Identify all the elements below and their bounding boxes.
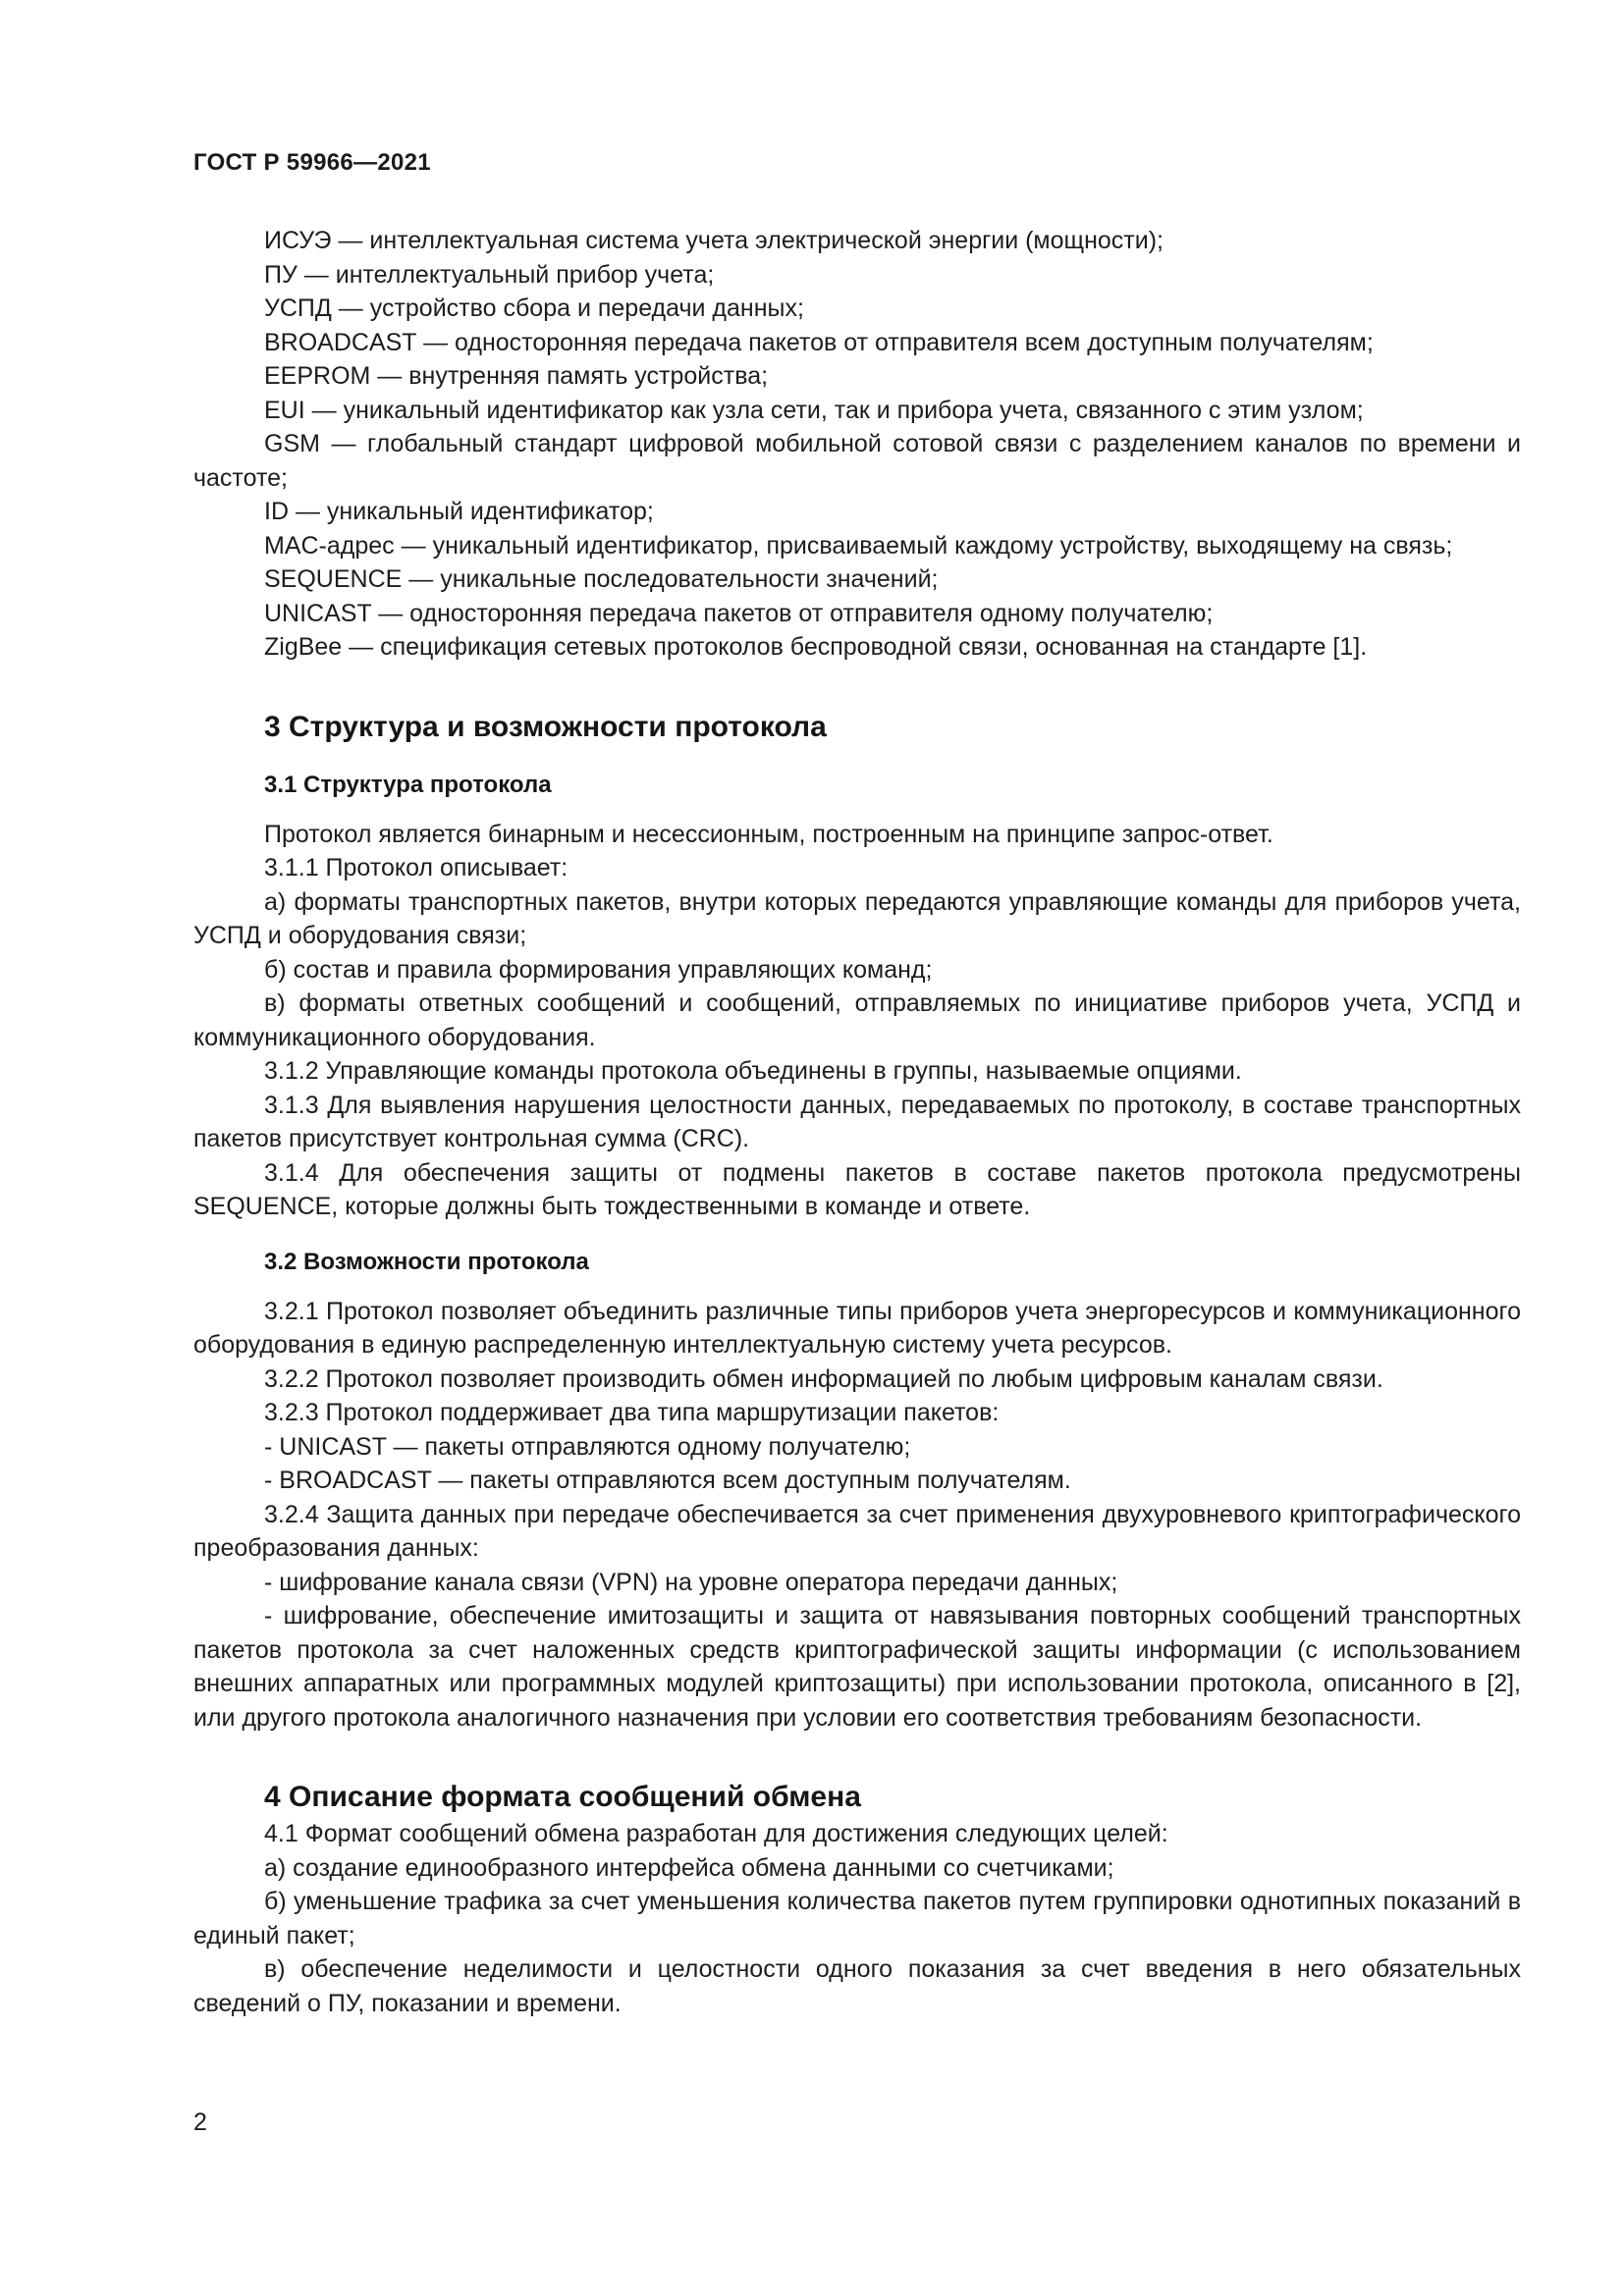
paragraph: 3.1.2 Управляющие команды протокола объединены в группы, называемые опциями.	[264, 1057, 1242, 1085]
page-number: 2	[193, 2109, 207, 2136]
paragraph: в) обеспечение неделимости и целостности одного показания за счет введения в него обязательных сведений о ПУ, показании и времени.	[193, 1955, 1521, 2017]
document-code-header: ГОСТ Р 59966—2021	[193, 149, 431, 176]
abbreviation-item: BROADCAST — односторонняя передача пакетов от отправителя всем доступным получателям;	[264, 328, 1374, 356]
paragraph: б) состав и правила формирования управляющих команд;	[264, 955, 933, 984]
paragraph: - UNICAST — пакеты отправляются одному получателю;	[264, 1432, 911, 1461]
paragraph: а) создание единообразного интерфейса обмена данными со счетчиками;	[264, 1853, 1114, 1882]
paragraph: 3.1.1 Протокол описывает:	[264, 854, 568, 881]
abbreviation-item: ZigBee — спецификация сетевых протоколов беспроводной связи, основанная на стандарте [1].	[264, 633, 1368, 661]
paragraph: 3.2.4 Защита данных при передаче обеспечивается за счет применения двухуровневого криптографического преобразования данных:	[193, 1500, 1521, 1562]
section-3-heading: 3 Структура и возможности протокола	[264, 710, 827, 743]
paragraph: Протокол является бинарным и несессионным, построенным на принципе запрос-ответ.	[264, 820, 1273, 848]
paragraph: а) форматы транспортных пакетов, внутри которых передаются управляющие команды для приборов учета, УСПД и оборудования связи;	[193, 887, 1521, 949]
abbreviation-item: EUI — уникальный идентификатор как узла сети, так и прибора учета, связанного с этим узлом;	[264, 396, 1364, 424]
paragraph: 3.1.4 Для обеспечения защиты от подмены пакетов в составе пакетов протокола предусмотрены SEQUENCE, которые должны быть тождественными в команде и ответе.	[193, 1158, 1521, 1220]
subsection-3-2-heading: 3.2 Возможности протокола	[264, 1248, 589, 1275]
subsection-3-1-body	[193, 818, 1521, 1224]
abbreviation-item: GSM — глобальный стандарт цифровой мобильной сотовой связи с разделением каналов по времени и частоте;	[193, 430, 1521, 492]
subsection-3-2-body	[193, 1295, 1521, 1735]
page-content	[193, 224, 1521, 2020]
abbreviation-item: SEQUENCE — уникальные последовательности значений;	[264, 565, 939, 593]
abbreviation-item: ID — уникальный идентификатор;	[264, 498, 654, 525]
paragraph: 3.2.1 Протокол позволяет объединить различные типы приборов учета энергоресурсов и коммуникационного оборудования в единую распределенную интеллектуальную систему учета ресурсов.	[193, 1297, 1521, 1359]
paragraph: 3.2.2 Протокол позволяет производить обмен информацией по любым цифровым каналам связи.	[264, 1364, 1383, 1393]
subsection-3-1-heading: 3.1 Структура протокола	[264, 771, 552, 798]
paragraph: - BROADCAST — пакеты отправляются всем доступным получателям.	[264, 1467, 1071, 1494]
abbreviation-item: ИСУЭ — интеллектуальная система учета электрической энергии (мощности);	[264, 227, 1164, 254]
paragraph: 3.1.3 Для выявления нарушения целостности данных, передаваемых по протоколу, в составе транспортных пакетов присутствует контрольная сумма (CRC).	[193, 1091, 1521, 1152]
paragraph: в) форматы ответных сообщений и сообщений, отправляемых по инициативе приборов учета, УСПД и коммуникационного оборудования.	[193, 989, 1521, 1051]
abbreviation-item: MAC-адрес — уникальный идентификатор, присваиваемый каждому устройству, выходящему на связь;	[264, 531, 1453, 560]
abbreviations-list	[193, 224, 1521, 665]
abbreviation-item: UNICAST — односторонняя передача пакетов от отправителя одному получателю;	[264, 599, 1214, 627]
section-4-body	[193, 1817, 1521, 2020]
abbreviation-item: ПУ — интеллектуальный прибор учета;	[264, 260, 715, 289]
abbreviation-item: УСПД — устройство сбора и передачи данных;	[264, 294, 804, 322]
paragraph: - шифрование, обеспечение имитозащиты и защита от навязывания повторных сообщений транспортных пакетов протокола за счет наложенных средств криптографической защиты информации (с использованием внешних аппаратных или программных модулей криптозащиты) при использовании протокола, описанного в [2], или другого протокола аналогичного назначения при условии его соответствия требованиям безопасности.	[193, 1602, 1521, 1732]
paragraph: - шифрование канала связи (VPN) на уровне оператора передачи данных;	[264, 1568, 1118, 1596]
paragraph: 3.2.3 Протокол поддерживает два типа маршрутизации пакетов:	[264, 1399, 1000, 1426]
paragraph: б) уменьшение трафика за счет уменьшения количества пакетов путем группировки однотипных показаний в единый пакет;	[193, 1888, 1521, 1949]
section-4-heading: 4 Описание формата сообщений обмена	[264, 1781, 861, 1813]
abbreviation-item: EEPROM — внутренняя память устройства;	[264, 362, 769, 390]
paragraph: 4.1 Формат сообщений обмена разработан для достижения следующих целей:	[264, 1820, 1168, 1847]
